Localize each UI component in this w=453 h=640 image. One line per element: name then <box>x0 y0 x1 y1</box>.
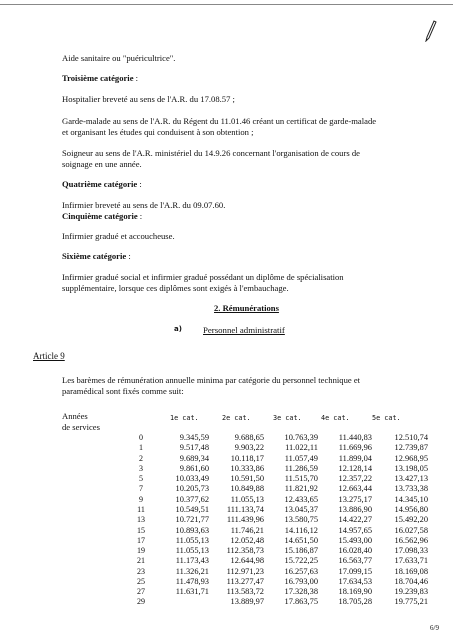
table-value-cell: 10.763,39 <box>284 433 318 442</box>
table-value-cell: 14.116,12 <box>284 525 318 535</box>
table-value-cell: 16.563,77 <box>338 556 372 566</box>
table-value-cell: 11.022,11 <box>285 443 318 453</box>
table-value-cell: 10.033,49 <box>175 474 209 484</box>
cat3-garde-malade-1: Garde-malade au sens de l'A.R. du Régent du 11.01.46 créant un certificat de garde-malade <box>62 116 377 126</box>
table-value-cell: 112.971,23 <box>226 566 264 576</box>
table-value-cell: 19.239,83 <box>394 587 428 597</box>
table-years-cell: 2 <box>139 453 143 463</box>
subsection-letter: a) <box>174 325 182 333</box>
table-value-cell: 111.439,96 <box>226 515 264 525</box>
table-value-cell: 11.899,04 <box>338 453 372 463</box>
table-value-cell: 15.493,00 <box>338 535 372 545</box>
pen-mark-icon <box>423 20 437 42</box>
table-value-cell: 11.173,43 <box>175 556 209 566</box>
table-value-cell: 11.440,83 <box>338 433 372 442</box>
table-value-cell: 9.345,59 <box>179 433 209 442</box>
table-years-cell: 27 <box>137 587 145 597</box>
table-value-cell: 13.886,90 <box>338 504 372 514</box>
table-value-cell: 14.956,80 <box>394 504 428 514</box>
table-value-cell: 9.688,65 <box>234 433 264 442</box>
table-value-cell: 11.821,92 <box>284 484 318 494</box>
table-value-cell: 12.663,44 <box>338 484 372 494</box>
cat5-colon: : <box>137 211 143 221</box>
table-value-cell: 15.722,25 <box>284 556 318 566</box>
table-value-cell: 15.186,87 <box>284 546 318 556</box>
table-value-cell: 16.257,63 <box>284 566 318 576</box>
table-value-cell: 16.028,40 <box>338 546 372 556</box>
table-years-cell: 29 <box>137 597 145 607</box>
table-value-cell: 12.357,22 <box>338 474 372 484</box>
table-value-cell: 18.704,46 <box>394 576 428 586</box>
cat5-heading <box>62 211 432 222</box>
cat5-infirmier-gradue: Infirmier gradué et accoucheuse. <box>62 231 175 241</box>
table-value-cell: 13.580,75 <box>284 515 318 525</box>
table-column-header: 4e cat. <box>321 414 350 422</box>
intro-line-2: paramédical sont fixés comme suit: <box>62 386 184 396</box>
table-row-header-annees: Années <box>62 411 88 421</box>
table-value-cell: 10.333,86 <box>230 463 264 473</box>
table-value-cell: 11.515,70 <box>284 474 318 484</box>
table-years-cell: 0 <box>139 433 143 442</box>
cat6-heading-text: Sixième catégorie <box>62 251 127 261</box>
cat6-line-1: Infirmier gradué social et infirmier gradué possédant un diplôme de spécialisation <box>62 272 344 282</box>
table-value-cell: 15.492,20 <box>394 515 428 525</box>
table-value-cell: 9.689,34 <box>179 453 209 463</box>
table-years-cell: 17 <box>137 535 145 545</box>
table-column-header: 5e cat. <box>372 414 401 422</box>
table-years-cell: 19 <box>137 546 145 556</box>
table-value-cell: 111.133,74 <box>226 504 264 514</box>
cat4-heading-text: Quatrième catégorie <box>62 179 138 189</box>
cat3-soigneur-2: soignage en une année. <box>62 159 142 169</box>
table-value-cell: 10.849,88 <box>230 484 264 494</box>
table-value-cell: 11.631,71 <box>175 587 209 597</box>
cat5-heading-text: Cinquième catégorie <box>62 211 138 221</box>
table-value-cell: 9.903,22 <box>234 443 264 453</box>
table-years-cell: 13 <box>137 515 145 525</box>
table-value-cell: 18.169,90 <box>338 587 372 597</box>
table-value-cell: 12.128,14 <box>338 463 372 473</box>
table-value-cell: 10.118,17 <box>230 453 264 463</box>
table-value-cell: 112.358,73 <box>226 546 264 556</box>
table-value-cell: 9.861,60 <box>179 463 209 473</box>
cat4-heading <box>62 179 432 190</box>
table-value-cell: 10.893,63 <box>175 525 209 535</box>
table-value-cell: 9.517,48 <box>179 443 209 453</box>
table-value-cell: 12.644,98 <box>230 556 264 566</box>
table-years-cell: 25 <box>137 576 145 586</box>
table-value-cell: 10.549,51 <box>175 504 209 514</box>
table-value-cell: 11.669,96 <box>338 443 372 453</box>
section-remunerations-text: 2. Rémunérations <box>214 303 279 313</box>
table-value-cell: 17.863,75 <box>284 597 318 607</box>
table-value-cell: 13.045,37 <box>284 504 318 514</box>
table-years-cell: 1 <box>139 443 143 453</box>
table-value-cell: 11.326,21 <box>175 566 209 576</box>
page-number: 6/9 <box>430 624 439 632</box>
cat3-garde-malade-2: et organisant les études qui conduisent à son obtention ; <box>62 127 254 137</box>
table-value-cell: 12.739,87 <box>394 443 428 453</box>
table-value-cell: 17.328,38 <box>284 587 318 597</box>
table-value-cell: 14.651,50 <box>284 535 318 545</box>
cat3-hospitalier: Hospitalier breveté au sens de l'A.R. du 17.08.57 ; <box>62 94 235 104</box>
table-value-cell: 13.427,13 <box>394 474 428 484</box>
table-years-cell: 7 <box>139 484 143 494</box>
table-value-cell: 18.169,08 <box>394 566 428 576</box>
cat4-infirmier-brevete: Infirmier breveté au sens de l'A.R. du 09.07.60. <box>62 200 226 210</box>
table-value-cell: 17.098,33 <box>394 546 428 556</box>
table-value-cell: 11.055,13 <box>175 546 209 556</box>
table-value-cell: 113.583,72 <box>226 587 264 597</box>
table-value-cell: 16.793,00 <box>284 576 318 586</box>
table-value-cell: 13.198,05 <box>394 463 428 473</box>
table-value-cell: 13.275,17 <box>338 494 372 504</box>
cat6-colon: : <box>126 251 131 261</box>
table-value-cell: 11.057,49 <box>284 453 318 463</box>
table-years-cell: 23 <box>137 566 145 576</box>
cat6-line-2: supplémentaire, lorsque ces diplômes sont exigés à l'embauchage. <box>62 283 289 293</box>
table-value-cell: 18.705,28 <box>338 597 372 607</box>
table-value-cell: 19.775,21 <box>394 597 428 607</box>
table-row-header-services: de services <box>62 422 100 432</box>
table-years-cell: 15 <box>137 525 145 535</box>
cat3-heading-text: Troisième catégorie <box>62 73 134 83</box>
table-column-header: 2e cat. <box>222 414 251 422</box>
table-value-cell: 11.055,13 <box>230 494 264 504</box>
table-value-cell: 113.277,47 <box>226 576 264 586</box>
table-value-cell: 13.889,97 <box>230 597 264 607</box>
table-value-cell: 17.634,53 <box>338 576 372 586</box>
table-value-cell: 11.746,21 <box>230 525 264 535</box>
article-heading: Article 9 <box>33 351 65 361</box>
table-value-cell: 17.099,15 <box>338 566 372 576</box>
line-aide-sanitaire: Aide sanitaire ou "puéricultrice". <box>62 53 176 63</box>
table-value-cell: 17.633,71 <box>394 556 428 566</box>
table-value-cell: 11.055,13 <box>175 535 209 545</box>
page-top-rule <box>0 4 453 5</box>
table-column-header: 1e cat. <box>170 414 199 422</box>
table-value-cell: 11.478,93 <box>175 576 209 586</box>
cat3-colon: : <box>133 73 139 83</box>
table-value-cell: 12.968,95 <box>394 453 428 463</box>
table-years-cell: 9 <box>139 494 143 504</box>
cat4-colon: : <box>137 179 142 189</box>
table-value-cell: 14.422,27 <box>338 515 372 525</box>
table-value-cell: 16.562,96 <box>394 535 428 545</box>
table-years-cell: 21 <box>137 556 145 566</box>
section-remunerations <box>214 303 279 314</box>
table-value-cell: 16.027,58 <box>394 525 428 535</box>
table-column-header: 3e cat. <box>273 414 302 422</box>
intro-line-1: Les barèmes de rémunération annuelle minima par catégorie du personnel technique et <box>62 375 361 385</box>
table-value-cell: 10.721,77 <box>175 515 209 525</box>
table-value-cell: 13.733,38 <box>394 484 428 494</box>
table-value-cell: 12.052,48 <box>230 535 264 545</box>
table-value-cell: 14.345,10 <box>394 494 428 504</box>
cat3-soigneur-1: Soigneur au sens de l'A.R. ministériel du 14.9.26 concernant l'organisation de cours de <box>62 148 360 158</box>
table-years-cell: 11 <box>137 504 145 514</box>
table-value-cell: 12.510,74 <box>394 433 428 442</box>
table-years-cell: 3 <box>139 463 143 473</box>
table-years-cell: 5 <box>139 474 143 484</box>
table-value-cell: 10.377,62 <box>175 494 209 504</box>
table-value-cell: 10.591,50 <box>230 474 264 484</box>
table-value-cell: 14.957,65 <box>338 525 372 535</box>
table-value-cell: 10.205,73 <box>175 484 209 494</box>
cat3-heading <box>62 73 432 84</box>
subsection-title: Personnel administratif <box>203 325 285 335</box>
table-value-cell: 12.433,65 <box>284 494 318 504</box>
table-value-cell: 11.286,59 <box>284 463 318 473</box>
cat6-heading <box>62 251 432 262</box>
